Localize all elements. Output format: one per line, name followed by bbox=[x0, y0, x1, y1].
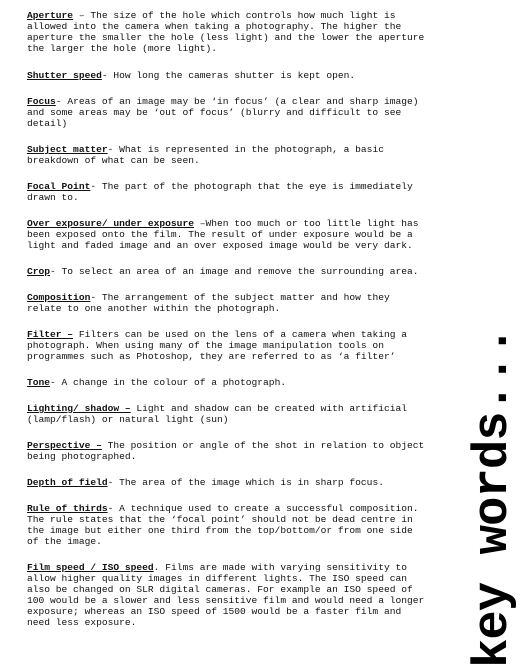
glossary-entry-filter bbox=[27, 329, 429, 362]
term: Subject matter bbox=[27, 144, 108, 155]
definition: The part of the photograph that the eye is immediately drawn to. bbox=[27, 181, 413, 203]
glossary-entry-shutter-speed bbox=[27, 70, 429, 81]
term: Over exposure/ under exposure bbox=[27, 218, 194, 229]
separator: - bbox=[101, 70, 114, 81]
separator: - bbox=[90, 292, 102, 303]
definition: The position or angle of the shot in relation to object being photographed. bbox=[27, 440, 425, 462]
term: Crop bbox=[27, 266, 51, 277]
term: Aperture bbox=[27, 10, 74, 21]
separator: – bbox=[73, 10, 91, 21]
term: Tone bbox=[27, 377, 51, 388]
definition: Light and shadow can be created with artificial (lamp/flash) or natural light (sun) bbox=[27, 403, 407, 425]
glossary-entry-focal-point bbox=[27, 181, 429, 203]
definition: Films are made with varying sensitivity to allow higher quality images in different lights. The ISO speed can also be changed on SLR digital cameras. For example an ISO speed of 100 would be a slower and less sensitive film and would need a longer exposure; whereas an ISO speed of 1500 would be a faster film and need less exposure. bbox=[27, 562, 425, 628]
glossary-entry-rule-of-thirds bbox=[27, 503, 429, 547]
term: Focus bbox=[27, 96, 56, 107]
glossary-entry-composition bbox=[27, 292, 429, 314]
separator: - bbox=[107, 477, 120, 488]
separator: – bbox=[193, 218, 206, 229]
glossary-entry-tone bbox=[27, 377, 429, 388]
separator: - bbox=[50, 266, 62, 277]
term: Shutter speed bbox=[27, 70, 102, 81]
definition: How long the cameras shutter is kept open. bbox=[113, 70, 356, 81]
glossary-entry-crop bbox=[27, 266, 429, 277]
definition: The size of the hole which controls how much light is allowed into the camera when taking a photography. The higher the aperture the smaller the hole (less light) and the lower the aperture the larger the hole (more light). bbox=[27, 10, 425, 54]
definition: What is represented in the photograph, a basic breakdown of what can be seen. bbox=[27, 144, 384, 166]
glossary-entry-film-speed bbox=[27, 562, 429, 628]
definition: The arrangement of the subject matter and how they relate to one another within the photograph. bbox=[27, 292, 390, 314]
term: Film speed / ISO speed bbox=[27, 562, 154, 573]
definition: Filters can be used on the lens of a camera when taking a photograph. When using many of the image manipulation tools on programmes such as Photoshop, they are referred to as ‘a filter’ bbox=[27, 329, 407, 362]
separator: - bbox=[90, 181, 102, 192]
glossary-list bbox=[27, 10, 429, 628]
definition: Areas of an image may be ‘in focus’ (a clear and sharp image) and some areas may be ‘out of focus’ (blurry and difficult to see detail) bbox=[27, 96, 419, 129]
term: Lighting/ shadow – bbox=[27, 403, 131, 414]
definition: To select an area of an image and remove the surrounding area. bbox=[61, 266, 419, 277]
term: Rule of thirds bbox=[27, 503, 108, 514]
glossary-entry-focus bbox=[27, 96, 429, 129]
side-title: key words... bbox=[465, 327, 521, 668]
definition: A change in the colour of a photograph. bbox=[61, 377, 287, 388]
separator: - bbox=[107, 503, 120, 514]
term: Depth of field bbox=[27, 477, 108, 488]
term: Composition bbox=[27, 292, 91, 303]
term: Perspective – bbox=[27, 440, 102, 451]
term: Filter – bbox=[27, 329, 74, 340]
definition: A technique used to create a successful composition. The rule states that the ‘focal point’ should not be dead centre in the image but either one third from the top/bottom/or from one side of the image. bbox=[27, 503, 419, 547]
term: Focal Point bbox=[27, 181, 91, 192]
separator: . bbox=[153, 562, 166, 573]
separator: - bbox=[50, 377, 62, 388]
glossary-entry-aperture bbox=[27, 10, 429, 54]
glossary-entry-exposure bbox=[27, 218, 429, 251]
glossary-entry-depth-of-field bbox=[27, 477, 429, 488]
definition: When too much or too little light has been exposed onto the film. The result of under exposure would be a light and faded image and an over exposed image would be very dark. bbox=[27, 218, 419, 251]
definition: The area of the image which is in sharp focus. bbox=[119, 477, 384, 488]
separator: - bbox=[55, 96, 68, 107]
glossary-entry-lighting-shadow bbox=[27, 403, 429, 425]
glossary-entry-perspective bbox=[27, 440, 429, 462]
glossary-entry-subject-matter bbox=[27, 144, 429, 166]
separator: - bbox=[107, 144, 120, 155]
